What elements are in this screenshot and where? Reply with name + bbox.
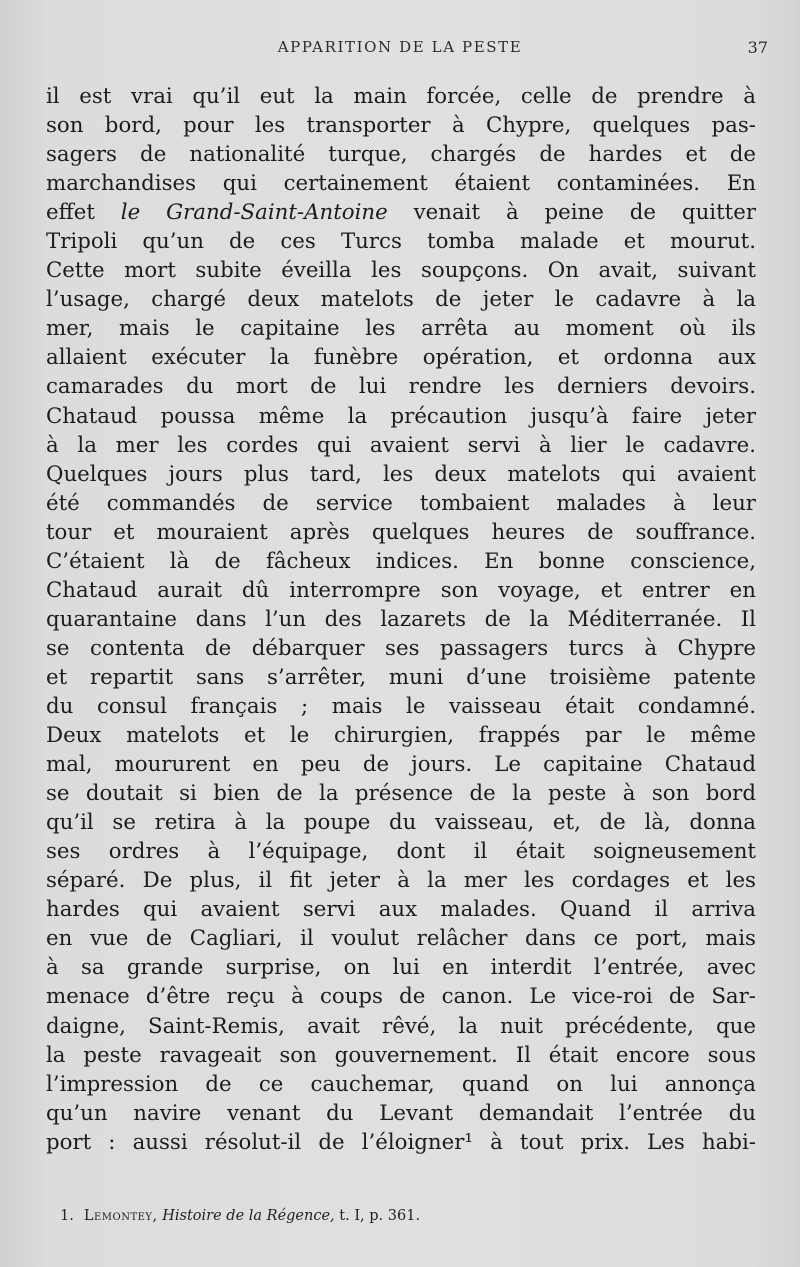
- footnote-title: Histoire de la Régence,: [162, 1208, 335, 1224]
- text-fragment: effet: [46, 200, 121, 226]
- text-line: Cette mort subite éveilla les soupçons. On avait, suivant: [46, 258, 756, 284]
- text-line: qu’il se retira à la poupe du vaisseau, et, de là, donna: [46, 810, 756, 836]
- page-header: [0, 38, 800, 60]
- text-line: se doutait si bien de la présence de la peste à son bord: [46, 781, 756, 807]
- body-text: [46, 82, 756, 1157]
- footnote-author: Lemontey,: [83, 1208, 158, 1224]
- text-line: il est vrai qu’il eut la main forcée, celle de prendre à: [46, 84, 756, 109]
- text-line: Tripoli qu’un de ces Turcs tomba malade et mourut.: [46, 229, 756, 255]
- text-line: mer, mais le capitaine les arrêta au moment où ils: [46, 316, 756, 342]
- text-line: l’usage, chargé deux matelots de jeter le cadavre à la: [46, 287, 756, 313]
- page-number: 37: [747, 38, 768, 57]
- text-line: camarades du mort de lui rendre les derniers devoirs.: [46, 374, 756, 400]
- text-line: hardes qui avaient servi aux malades. Quand il arriva: [46, 897, 756, 923]
- text-line: port : aussi résolut-il de l’éloigner¹ à tout prix. Les habi-: [46, 1129, 756, 1155]
- text-line: Deux matelots et le chirurgien, frappés par le même: [46, 723, 756, 749]
- text-line: à sa grande surprise, on lui en interdit l’entrée, avec: [46, 955, 756, 981]
- text-line: ses ordres à l’équipage, dont il était soigneusement: [46, 839, 756, 865]
- text-line: été commandés de service tombaient malades à leur: [46, 490, 756, 516]
- text-line: la peste ravageait son gouvernement. Il était encore sous: [46, 1042, 756, 1068]
- text-line: se contenta de débarquer ses passagers turcs à Chypre: [46, 635, 756, 661]
- text-line: mal, moururent en peu de jours. Le capitaine Chataud: [46, 752, 756, 778]
- text-line: daigne, Saint-Remis, avait rêvé, la nuit précédente, que: [46, 1013, 756, 1039]
- ship-name: le Grand-Saint-Antoine: [120, 200, 388, 226]
- text-line: C’étaient là de fâcheux indices. En bonne conscience,: [46, 548, 756, 574]
- running-title: APPARITION DE LA PESTE: [277, 38, 523, 56]
- text-line: son bord, pour les transporter à Chypre, quelques pas-: [46, 113, 756, 139]
- text-line: l’impression de ce cauchemar, quand on lui annonça: [46, 1071, 756, 1097]
- text-line: quarantaine dans l’un des lazarets de la Méditerranée. Il: [46, 606, 756, 632]
- text-line: qu’un navire venant du Levant demandait l’entrée du: [46, 1100, 756, 1126]
- text-line: menace d’être reçu à coups de canon. Le vice-roi de Sar-: [46, 984, 756, 1010]
- footnote-reference: t. I, p. 361.: [334, 1208, 421, 1224]
- text-line: du consul français ; mais le vaisseau était condamné.: [46, 693, 756, 719]
- text-line: à la mer les cordes qui avaient servi à lier le cadavre.: [46, 432, 756, 458]
- text-line: sagers de nationalité turque, chargés de hardes et de: [46, 142, 756, 168]
- text-line: tour et mouraient après quelques heures de souffrance.: [46, 519, 756, 545]
- text-line-with-ship-name: [46, 198, 756, 227]
- footnote: [60, 1208, 420, 1224]
- text-fragment: venait à peine de quitter: [387, 200, 756, 226]
- text-line: marchandises qui certainement étaient contaminées. En: [46, 171, 756, 197]
- footnote-number: 1.: [60, 1208, 74, 1224]
- text-line: allaient exécuter la funèbre opération, et ordonna aux: [46, 345, 756, 371]
- text-line: Chataud aurait dû interrompre son voyage, et entrer en: [46, 577, 756, 603]
- text-line: en vue de Cagliari, il voulut relâcher dans ce port, mais: [46, 926, 756, 952]
- text-line: Chataud poussa même la précaution jusqu’à faire jeter: [46, 403, 756, 429]
- text-line: séparé. De plus, il fit jeter à la mer les cordages et les: [46, 868, 756, 894]
- text-line: Quelques jours plus tard, les deux matelots qui avaient: [46, 461, 756, 487]
- text-line: et repartit sans s’arrêter, muni d’une troisième patente: [46, 664, 756, 690]
